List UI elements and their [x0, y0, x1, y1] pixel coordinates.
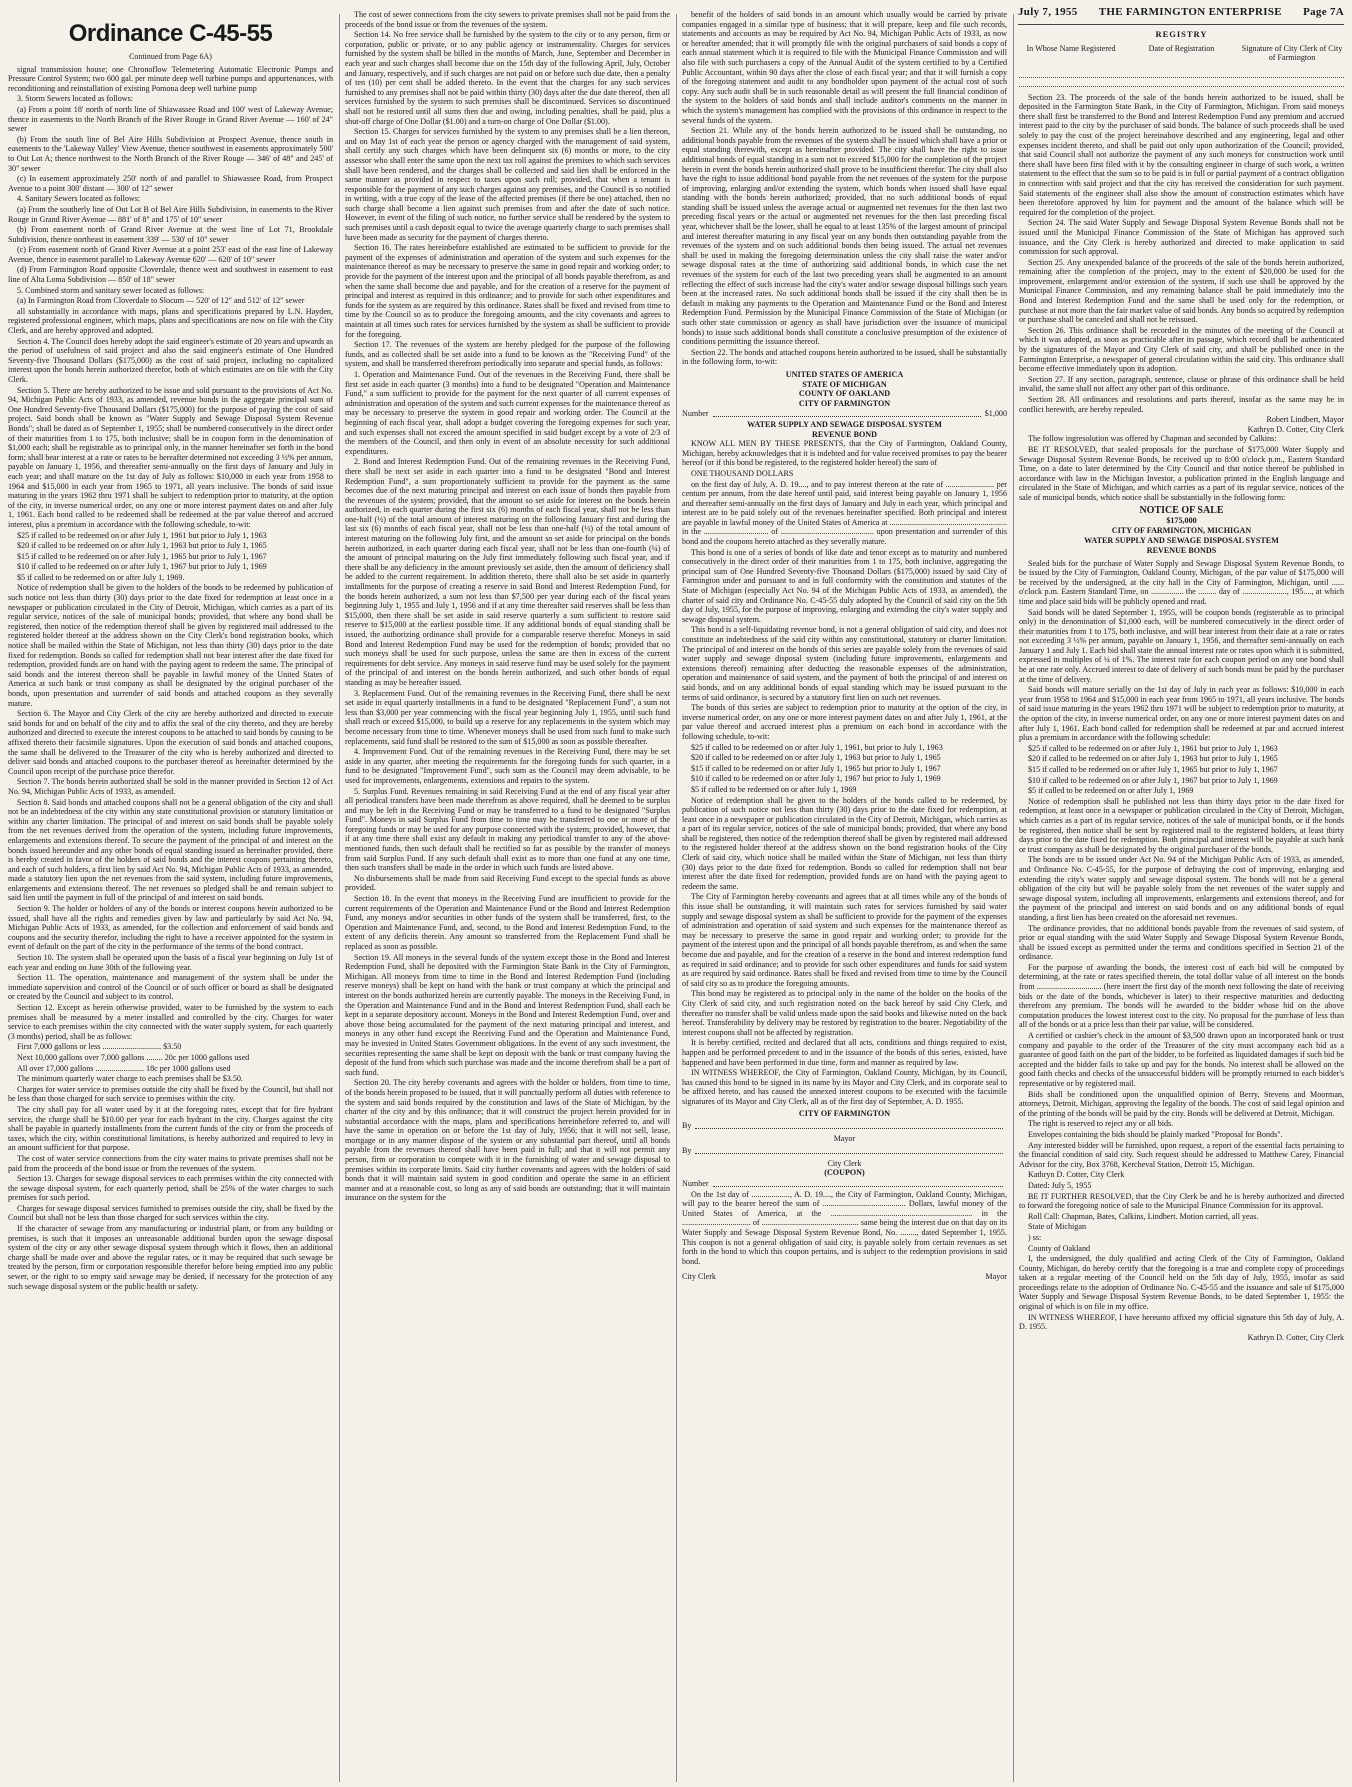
bond-heading-line: CITY OF FARMINGTON	[798, 398, 891, 408]
paragraph: The cost of sewer connections from the city sewers to private premises shall not be paid from the proceeds of the bond issue or from the revenues of the system.	[345, 10, 670, 29]
paragraph: Section 16. The rates hereinbefore established are estimated to be sufficient to provide for the payment of the expenses of administration and operation of the system and such expenses for the maintenance thereof as may be necessary to preserve the same in good repair and working order; to provide for the payment of the interest upon and the principal of all bonds payable therefrom, as and when the same shall become due and payable, and for the creation of a reserve for the payment of principal and interest as required in this ordinance; and to provide for such other expenditures and funds for the system as are required by this ordinance. Rates shall be fixed and revised from time to time by the Council so as to produce the foregoing amounts, and the city covenants and agrees to maintain at all times such rates for services furnished by the system as shall be sufficient to provide for the foregoing.	[345, 243, 670, 339]
paragraph: Any interested bidder will be furnished, upon request, a report of the essential facts pertaining to the financial condition of said city. Such request should be addressed to Matthew Carey, Financial Advisor for the city, Box 3768, Kercheval Station, Detroit 15, Michigan.	[1019, 1140, 1344, 1169]
paragraph: Charges for sewage disposal services furnished to premises outside the city, shall be fixed by the Council but shall not be less than those charged for such services within the city.	[8, 1203, 333, 1223]
paragraph: All over 17,000 gallons ........................ 18c per 1000 gallons used	[17, 1063, 231, 1073]
paragraph: (a) In Farmington Road from Cloverdale to Slocum — 520' of 12" and 512' of 12" sewer	[17, 296, 305, 306]
paragraph: First 7,000 gallons or less ............................. $3.50	[17, 1042, 182, 1052]
paragraph: Notice of redemption shall be given to the holders of the bonds to be redeemed by publication of such notice not less than thirty (30) days prior to the date fixed for redemption at least once in a newspaper or publication circulated in the City of Detroit, Michigan, which carries as a part of its regular service, notices of the sale of municipal bonds; provided, that where any bond shall be registered, then notice of the redemption thereof shall be given by registered mail addressed to the registered holder thereof at the address shown on the City Clerk's bond registration books, which notice shall be mailed within the State of Michigan, not less than thirty (30) days prior to the date fixed for redemption. Bonds so called for redemption shall not bear interest after the date fixed for redemption, provided funds are on hand with the paying agent to redeem the same. The principal of said bonds and the interest thereon shall be payable in lawful money of the United States of America at such bank or trust company as shall be designated by the original purchaser of the bonds, upon presentation and surrender of said bonds and attached coupons as they severally mature.	[8, 583, 333, 708]
paragraph: benefit of the holders of said bonds in an amount which usually would be carried by private companies engaged in a similar type of business; that it will prepare, keep and file such records, statements and accounts as may be required by Act No. 94, Michigan Public Acts of 1933, as now or hereafter amended; that it will promptly file with the original purchasers of said bonds a copy of each annual statement which it is required to file with the Municipal Finance Commission and will also file with such purchasers a copy of the Annual Audit of the system certified to by a Certified Public Accountant, within 90 days after the close of each fiscal year; and that it will furnish a copy of the foregoing statement and audit to any bondholder upon payment of the actual cost of such copy. Any such audit shall be in such reasonable detail as will present the full financial condition of the system to the holders of said bonds and shall include auditor's comments on the manner in which the system's management has complied with the provisions of this ordinance in respect to the several funds of the system.	[682, 10, 1007, 125]
paragraph: (b) From easement north of Grand River Avenue at the west line of Lot 71, Brookdale Subdivision, thence northeast in easement 339' — 530' of 10" sewer	[8, 225, 333, 244]
paragraph: The right is reserved to reject any or all bids.	[1028, 1119, 1174, 1129]
coupon-label: (COUPON)	[824, 1168, 865, 1178]
column-3	[682, 10, 1007, 1778]
paragraph: (c) In easement approximately 250' north of and parallel to Shiawassee Road, from Prospect Avenue to a point 300' distant — 300' of 12" sewer	[8, 174, 333, 193]
paragraph: Next 10,000 gallons over 7,000 gallons ........ 20c per 1000 gallons used	[17, 1052, 250, 1062]
paragraph: BE IT FURTHER RESOLVED, that the City Clerk be and he is hereby authorized and directed to forward the foregoing notice of sale to the Municipal Finance Commission for its approval.	[1019, 1191, 1344, 1211]
paragraph: Notice of redemption shall be given to the holders of the bonds called to be redeemed, by publication of such notice not less than thirty (30) days prior to the date fixed for redemption, at least once in a newspaper or publication circulated in the City of Detroit, Michigan, which carries as a part of its regular service, notices of the sale of municipal bonds; provided, that where any bond shall be registered, then notice of the redemption thereof shall be given by registered mail addressed to the registered holder thereof at the address shown on the bond registration books of the City Clerk of said city, which notice shall be mailed within the State of Michigan, not less than thirty (30) days prior to the date fixed for redemption. Bonds so called for redemption shall not bear interest after the date fixed for redemption, provided funds are on hand with the paying agent to redeem the same.	[682, 795, 1007, 891]
column-4	[1019, 30, 1344, 1778]
paragraph: Section 21. While any of the bonds herein authorized to be issued shall be outstanding, no additional bonds payable from the revenues of the system shall be issued which shall have a prior or equal standing therewith, except as hereinafter provided. The city shall have the right to issue additional bonds of equal standing in a sum not to exceed $15,000 for the completion of the project herein in event the bonds herein authorized shall prove to be insufficient therefor. The city shall also have the right to issue additional bond payable from the net revenues of the system for the purpose of improving, enlarging and/or extending the system, which bonds when issued shall have equal standing with the bonds herein authorized; provided, that no such additional bonds of equal standing shall be issued unless the average actual or augmented net revenues for the then last two preceding fiscal years or the actual or augmented net revenues for the then last preceding fiscal year, whichever shall be the lower, shall be equal to at least 135% of the largest amount of principal and interest thereafter maturing in any fiscal year on any bonds then outstanding payable from the revenues of the system and on such additional bonds then being issued. The actual net revenues shall be used in making the foregoing determination unless the city shall raise the water and/or sewage disposal rates at the time of authorizing said additional bonds, in which case the net revenues of the system for each of the last two preceding years shall be augmented to an amount reflecting the effect of such increase had the city's water and/or sewage disposal billings such years been at the increased rates. No such additional bonds shall be issued if the city shall then be in default in making any payments to the Operation and Maintenance Fund or the Bond and Interest Redemption Fund. Permission by the Municipal Finance Commission of the State of Michigan (or such other state commission or agency as shall have jurisdiction over the issuance of municipal bonds) to issue such additional bonds shall constitute a conclusive presumption of the existence of conditions permitting the issuance thereof.	[682, 126, 1007, 347]
paragraph: Section 25. Any unexpended balance of the proceeds of the sale of the bonds herein authorized, remaining after the completion of the project, may to the extent of $20,000 be used for the improvement, enlargement and/or extension of the system, if such use shall be approved by the Municipal Finance Commission, and any remaining balance shall be paid immediately into the Bond and Interest Redemption Fund and the same shall be used only for the redemption, or purchase at not more than the fair market value of said bonds. Any bonds so acquired by redemption or purchase shall be canceled and shall not be reissued.	[1019, 257, 1344, 325]
column-4-body-c	[1019, 559, 1344, 1332]
paragraph: If the character of sewage from any manufacturing or industrial plant, or from any building or premises, is such that it imposes an unreasonable additional burden upon the sewage disposal system of the city or any other sewage disposal system through which it flows, then an additional charge shall be made over and above the regular rates, or it may be required that such sewage be treated by the person, firm or corporation responsible therefor before being emptied into any public sewer, or the right to so empty said sewage may be denied, if necessary for the protection of any such sewage disposal system or the public health or safety.	[8, 1224, 333, 1291]
paragraph: (b) From the south line of Bel Aire Hills Subdivision at Prospect Avenue, thence south in easements to the 'Lakeway Valley' View Avenue, thence southwest in easements approximately 500' to Out Lot A; thence northwest to the North Branch of the River Rouge — 346' of 48" and 245' of 30" sewer	[8, 134, 333, 173]
bond-number-line	[682, 409, 1007, 419]
paragraph: $5 if called to be redeemed on or after July 1, 1969	[1028, 786, 1194, 796]
bond-signature-mayor	[682, 1121, 1007, 1131]
coupon-number-line	[682, 1179, 1007, 1189]
bond-heading-line: STATE OF MICHIGAN	[802, 379, 887, 389]
registry-rows	[1019, 69, 1344, 87]
column-3-body-b	[682, 439, 1007, 1106]
registry-header	[1019, 44, 1344, 63]
paragraph: on the first day of July, A. D. 19...., and to pay interest thereon at the rate of ........................ per centum per annum, from the date hereof until paid, said interest being payable on January 1, 1956 and thereafter semi-annually on the first days of January and July in each year, which principal and interest are to be paid solely out of the revenues hereinafter specified. Both principal and interest are payable in lawful money of the United States of America at .......................................................... in the ................................ of .............................................. upon presentation and surrender of this bond and the coupons hereto attached as they severally mature.	[682, 479, 1007, 547]
paragraph: Section 7. The bonds herein authorized shall be sold in the manner provided in Section 12 of Act No. 94, Michigan Public Acts of 1933, as amended.	[8, 777, 333, 796]
paragraph: Section 11. The operation, maintenance and management of the system shall be under the immediate supervision and control of the Council or of such officer or board as shall be designated or created by the Council and subject to its control.	[8, 973, 333, 1002]
paragraph: Section 5. There are hereby authorized to be issue and sold pursuant to the provisions of Act No. 94, Michigan Public Acts of 1933, as amended, revenue bonds in the aggregate principal sum of One Hundred Seventy-five Thousand Dollars ($175,000) for the purpose of paying the cost of said project. Said bonds shall be known as "Water Supply and Sewage Disposal System Revenue Bonds"; shall be dated as of September 1, 1955; shall be numbered consecutively in the direct order of their maturities from 1 to 175, both inclusive; shall be in coupon form in the denomination of $1,000 each; shall be registrable as to principal only, in the manner hereinafter set forth in the bond form; shall bear interest at a rate or rates to be hereafter determined not exceeding 3 ½% per annum, payable on January 1, 1956, and thereafter semi-annually on the first days of January and July in each year; and shall mature on the 1st day of July as follows: $10,000 in each year from 1958 to 1964 and $15,000 in each year from 1965 to 1971, all years inclusive. The bonds of said issue maturing in the years 1962 thru 1971 shall be subject to redemption prior to maturity, at the option of the city, in inverse numerical order, on any one or more interest payment dates on and after July 1, 1961. Each bond called to be redeemed shall be redeemed at the par value thereof and accrued interest, plus a premium in accordance with the following schedule, to-wit:	[8, 385, 333, 529]
running-head-paper: THE FARMINGTON ENTERPRISE	[1098, 6, 1282, 18]
paragraph: Said bonds will be dated September 1, 1955, will be coupon bonds (registerable as to principal only) in the denomination of $1,000 each, will be numbered consecutively in the direct order of their maturities from 1 to 175, both inclusive, and will bear interest from their date at a rate or rates not exceeding 3 ½% per annum, payable on January 1, 1956, and thereafter semi-annually on each January 1 and July 1. Each bid shall state the annual interest rate or rates upon which it is submitted, expressed in multiples of ¼ of 1%. The interest rate for each coupon period on any one bond shall be at one rate only. Accrued interest to date of delivery of such bonds must be paid by the purchaser at the time of delivery.	[1019, 607, 1344, 684]
paragraph: all substantially in accordance with maps, plans and specifications prepared by L.N. Hayden, registered professional engineer, which maps, plans and specifications are now on file with the City Clerk, and are hereby approved and adopted.	[8, 306, 333, 336]
paragraph: Roll Call: Chapman, Bates, Calkins, Lindbert. Motion carried, all yeas.	[1028, 1211, 1259, 1221]
paragraph: The city shall pay for all water used by it at the foregoing rates, except that for fire hydrant service, the charge shall be $10.00 per year for each hydrant in the city. Charges against the city shall be payable in quarterly installments from the current funds of the city or from the proceeds of taxes, which the city, within constitutional limitations, is hereby authorized and required to levy in an amount sufficient for that purpose.	[8, 1104, 333, 1153]
sig-blank	[695, 1121, 1003, 1129]
paragraph: Section 27. If any section, paragraph, sentence, clause or phrase of this ordinance shall be held invalid, the same shall not affect any other part of this ordinance.	[1019, 374, 1344, 394]
paragraph: $20 if called to be redeemed on or after July 1, 1963 but prior to July 1, 1965	[691, 753, 941, 763]
paragraph: $15 if called to be redeemed on or after July 1, 1965 but prior to July 1, 1967	[691, 763, 941, 773]
notice-rev: REVENUE BONDS	[1146, 545, 1217, 555]
notice-heading	[1019, 506, 1344, 556]
paragraph: signal transmission house; one Chronoflow Telemetering Automatic Electronic Pumps and Pressure Control System; two 600 gal. per minute deep well turbine pumps and appurtenances, with reconditioning and reinstallation of existing Pomona deep well turbine pump	[8, 64, 333, 93]
column-1	[8, 10, 333, 1778]
paragraph: ONE THOUSAND DOLLARS	[691, 468, 794, 478]
paragraph: 5. Combined storm and sanitary sewer located as follows:	[17, 285, 205, 295]
column-2-body	[345, 10, 670, 1203]
paragraph: BE IT RESOLVED, that sealed proposals for the purchase of $175,000 Water Supply and Sewage Disposal System Revenue Bonds, be received up to 8:00 o'clock p.m., Eastern Standard Time, on a date to later determined by the City Council and that notice thereof be published in accordance with law in the Michigan Investor, a publication printed in the English language and circulated in the State of Michigan, and which carries as a part of its regular service, notices of the sale of municipal bonds, which notice shall be substantially in the following form:	[1019, 444, 1344, 502]
ordinance-title: Ordinance C-45-55	[68, 20, 273, 47]
column-2	[345, 10, 670, 1778]
paragraph: No disbursements shall be made from said Receiving Fund except to the special funds as above provided.	[345, 873, 670, 893]
paragraph: The follow ingresolution was offered by Chapman and seconded by Calkins:	[1028, 434, 1277, 444]
paragraph: IN WITNESS WHEREOF, the City of Farmington, Oakland County, Michigan, by its Council, has caused this bond to be signed in its name by its Mayor and City Clerk, and its corporate seal to be affixed hereto, and has caused the annexed interest coupons to be executed with the facsimile signatures of its Mayor and City Clerk, all as of the first day of September, A. D. 1955.	[682, 1068, 1007, 1106]
paragraph: $15 if called to be redeemed on or after July 1, 1965 but prior to July 1, 1967	[17, 551, 267, 561]
paragraph: Section 13. Charges for sewage disposal services to each premises within the city connected with the sewage disposal system, for each quarterly period, shall be 25% of the water charges to such premises for such period.	[8, 1174, 333, 1203]
paragraph: $25 if called to be redeemed on or after July 1, 1961 but prior to July 1, 1963	[1028, 743, 1278, 753]
paragraph: Section 9. The holder or holders of any of the bonds or interest coupons herein authorized to be issued, shall have all the rights and remedies given by law and particularly by said Act No. 94, Michigan Public Acts of 1933, as amended, for the collection and enforcement of said bonds and coupons and the security therefor, including the right to have a receiver appointed for the system in event of default on the part of the city in the performance of the terms of the bond contract.	[8, 904, 333, 952]
paragraph: (c) From easement north of Grand River Avenue at a point 253' east of the east line of Lakeway Avenue, thence in easement parallel to Lakeway Avenue 620' — 620' of 10" sewer	[8, 245, 333, 264]
paragraph: A certified or cashier's check in the amount of $3,500 drawn upon an incorporated bank or trust company and payable to the order of the Treasurer of the city must accompany each bid as a guarantee of good faith on the part of the bidder, to be forfeited as liquidated damages if such bid be accepted and the bidder fails to take up and pay for the bonds. No interest shall be allowed on the good faith checks and checks of the unsuccessful bidders will be promptly returned to each bidder's representative or by registered mail.	[1019, 1031, 1344, 1088]
bond-heading-line: COUNTY OF OAKLAND	[798, 389, 891, 399]
final-signature: Kathryn D. Cotter, City Clerk	[1247, 1332, 1344, 1342]
paragraph: $5 if called to be redeemed on or after July 1, 1969.	[17, 572, 185, 582]
bond-number-blank	[713, 409, 981, 417]
paragraph: Dated: July 5, 1955	[1028, 1180, 1092, 1190]
notice-city: CITY OF FARMINGTON, MICHIGAN	[1111, 525, 1252, 535]
paragraph: Section 18. In the event that moneys in the Receiving Fund are insufficient to provide for the current requirements of the Operation and Maintenance Fund or the Bond and Interest Redemption Fund, any moneys and/or securities in other funds of the system shall be transferred, first, to the Operation and Maintenance Fund, and, second, to the Bond and Interest Redemption Fund, to the extent of any deficits therein. Any amount so transferred from the Replacement Fund shall be replaced as soon as possible.	[345, 894, 670, 951]
paragraph: Section 24. The said Water Supply and Sewage Disposal System Revenue Bonds shall not be issued until the Municipal Finance Commission of the State of Michigan has approved such issuance, and the City Clerk is hereby authorized and directed to make application to said commission for such approval.	[1019, 218, 1344, 257]
paragraph: Envelopes containing the bids should be plainly marked "Proposal for Bonds".	[1028, 1129, 1283, 1139]
newspaper-page	[8, 6, 1344, 1781]
signature-clerk: Kathryn D. Cotter, City Clerk	[1247, 424, 1344, 434]
paragraph: ) ss:	[1028, 1232, 1042, 1242]
paragraph: Section 12. Except as herein otherwise provided, water to be furnished by the system to each premises shall be measured by a meter installed and controlled by the city. Charges for water service to each premises within the city connected with the water supply system, for each quarterly (3 months) period, shall be as follows:	[8, 1003, 333, 1041]
paragraph: $5 if called to be redeemed on or after July 1, 1969	[691, 784, 857, 794]
column-4-body-a	[1019, 93, 1344, 415]
paragraph: Kathryn D. Cotter, City Clerk	[1028, 1170, 1125, 1180]
paragraph: The bonds of this series are subject to redemption prior to maturity at the option of the city, in inverse numerical order, on any one or more interest payment dates on and after July 1, 1961, at the par value thereof and accrued interest plus a premium on each bond in accordance with the following schedule, to-wit:	[682, 703, 1007, 741]
coupon-sig-clerk: City Clerk	[682, 1272, 716, 1282]
running-head-page: Page 7A	[1303, 6, 1344, 18]
paragraph: (d) From Farmington Road opposite Cloverdale, thence west and southwest in easement to east line of Alta Loma Subdivision — 850' of 18" sewer	[8, 265, 333, 285]
sig-blank	[695, 1146, 1003, 1154]
paragraph: It is hereby certified, recited and declared that all acts, conditions and things required to exist, happen and be performed precedent to and in the issuance of the bonds of this series, existed, have happened and have been performed in due time, form and manner as required by law.	[682, 1038, 1007, 1067]
bond-heading-line: UNITED STATES OF AMERICA	[785, 369, 904, 379]
notice-amount: $175,000	[1166, 515, 1197, 525]
paragraph: I, the undersigned, the duly qualified and acting Clerk of the City of Farmington, Oakland County, Michigan, do hereby certify that the foregoing is a true and complete copy of proceedings taken at a regular meeting of the Council held on the 5th day of July, 1955, insofar as said proceedings relate to the adoption of Ordinance No. C-45-55 and the issuance and sale of $175,000 Water Supply and Sewage Disposal System Revenue Bonds, to be dated September 1, 1955: the original of which is on file in my office.	[1019, 1254, 1344, 1312]
paragraph: Section 10. The system shall be operated upon the basis of a fiscal year beginning on July 1st of each year and ending on June 30th of the following year.	[8, 953, 333, 972]
paragraph: 4. Sanitary Sewers located as follows:	[17, 194, 141, 204]
signature-mayor: Robert Lindbert, Mayor	[1266, 415, 1344, 425]
column-3-body-a	[682, 10, 1007, 367]
coupon-number-label: Number	[682, 1179, 709, 1189]
paragraph: 1. Operation and Maintenance Fund. Out of the revenues in the Receiving Fund, there shall be first set aside in each quarter (3 months) into a fund to be designated "Operation and Maintenance Fund," a sum sufficient to provide for the payment for the next quarter of all current expenses of administration and operation of the system and such current expenses for the maintenance thereof as may be necessary to preserve the system in good repair and working order. The Council at the beginning of each fiscal year, shall adopt a budget covering the foregoing expenses for such year, and such expenses shall not exceed the amount specified in said budget except by a vote of 2/3 of the members of the Council, and then only in event of an absolute necessity for such additional expenditures.	[345, 369, 670, 456]
registry-col-signature: Signature of City Clerk of City of Farmington	[1241, 43, 1343, 63]
paragraph: County of Oakland	[1028, 1243, 1091, 1253]
paragraph: The ordinance provides, that no additional bonds payable from the revenues of said system, of prior or equal standing with the said Water Supply and Sewage Disposal System Revenue Bonds, shall be issued except as permitted under the terms and conditions specified in Section 21 of the ordinance.	[1019, 923, 1344, 962]
bond-heading	[682, 370, 1007, 408]
paragraph: This bond is one of a series of bonds of like date and tenor except as to maturity and numbered consecutively in the direct order of their maturities from 1 to 175, both inclusive, aggregating the principal sum of One Hundred Seventy-five Thousand Dollars ($175,000) issued by said City of Farmington under and pursuant to and in full conformity with the constitution and statutes of the State of Michigan (especially Act No. 94 of the Michigan Public Acts of 1933, as amended), the charter of said city and Ordinance No. C-45-55 duly adopted by the Council of said city on the 5th day of July, 1955, for the purpose of improving, enlarging and extending the city's water supply and sewage disposal system.	[682, 547, 1007, 624]
paragraph: This bond may be registered as to principal only in the name of the holder on the books of the City Clerk of said city, and such registration noted on the back hereof by said City Clerk, and thereafter no transfer shall be valid unless made upon the said books and likewise noted on the back hereof. Transferability by delivery may be restored by registration to the bearer. Negotiability of the interest coupons shall not be affected by registration.	[682, 989, 1007, 1037]
paragraph: Section 22. The bonds and attached coupons herein authorized to be issued, shall be substantially in the following form, to-wit:	[682, 347, 1007, 367]
paragraph: 2. Bond and Interest Redemption Fund. Out of the remaining revenues in the Receiving Fund, there shall be next set aside in each quarter into a fund to be designated "Bond and Interest Redemption Fund", a sum proportionately sufficient to provide for the payment as the same becomes due of the next maturing principal and interest on each issue of bonds then payable from the revenues of the system; provided, that the amount so set aside for interest on the bonds herein authorized, in each quarter during the first six (6) months of each fiscal year, shall not be less than one-half (½) of the total amount of interest maturing on the following January first and during the last six (6) months of each fiscal year, shall not be less than one-half (½) of the total amount of interest maturing on the following July first, and the amount so set aside for principal on the bonds herein authorized, in each quarter during each fiscal year, shall not be less than one-fourth (¼) of the amount of principal maturing on the July first immediately following such fiscal year, and if there shall be any deficiency in the amount previously set aside, then the amount of deficiency shall be added to the current requirement. In addition thereto, there shall also be set aside in quarterly installments for the purpose of creating a reserve in said Bond and Interest Redemption Fund, for the bonds herein authorized, a sum not less than $7,500 per year during each of the fiscal years beginning July 1, 1955 and July 1, 1956 and if at any time thereafter said reserves shall be less than $15,000, then there shall be set aside in said reserve quarterly a sum sufficient to restore said reserve to $15,000 at the earliest possible time. If any additional bonds of equal standing shall be issued, the authorizing ordinance shall provide for a comparable reserve therefor. Moneys in said Bond and Interest Redemption Fund may be used for the redemption of bonds; provided that no such moneys shall be used for such purpose, unless the same are then in excess of the current requirements for debt service. Any moneys in said reserve fund may be used solely for the payment of the principal of and interest on the bonds herein authorized, and such other bonds of equal standing as may be hereafter issued.	[345, 457, 670, 687]
paragraph: Section 15. Charges for services furnished by the system to any premises shall be a lien thereon, and on May 1st of each year the person or agency charged with the management of said system, shall certify any such charges which have been delinquent six (6) months or more, to the city assessor who shall enter the same upon the next tax roll against the premises to which such services shall have been rendered, and the charges shall be collected and said lien shall be enforced in the same manner as provided in respect to taxes upon such roll; provided, that when a tenant is responsible for the payment of any such charges against any premises, and the Council is so notified in writing, with a true copy of the lease of the affected premises (if there be one) attached, then no such charge shall become a lien against such premises from and after the date of such notice. However, in event of the filing of such notice, no further service shall be rendered by the system to such premises until a cash deposit equal to twice the average quarterly charge to such premises shall have been made as security for the payment of charges thereto.	[345, 127, 670, 242]
column-1-body	[8, 65, 333, 1292]
paragraph: Section 17. The revenues of the system are hereby pledged for the purpose of the following funds, and as collected shall be set aside into a fund to be known as the "Receiving Fund" of the system, and shall be transferred therefrom periodically into separate and special funds, as follows:	[345, 340, 670, 369]
paragraph: Section 19. All moneys in the several funds of the system except those in the Bond and Interest Redemption Fund, shall be deposited with the Farmington State Bank in the City of Farmington, Michigan. All moneys from time to time in the Bond and Interest Redemption Fund (including reserve moneys) shall be kept on hand with the bank or trust company at which the principal and interest on the bonds authorized herein are currently payable. The moneys in the Receiving Fund, in the Operation and Maintenance Fund and in the Bond and Interest Redemption Fund, shall each be kept in a separate depository account. Moneys in the Bond and Interest Redemption Fund, over and above those being accumulated for the payment of the next maturing principal and interest, and moneys in any other fund except the Receiving Fund and the Operation and Maintenance Fund, may be invested in United States Government obligations. In the event of any such investment, the securities representing the same shall be kept on deposit with the bank or trust company having the deposit of the fund from which such purchase was made and the income therefrom shall be a part of such fund.	[345, 952, 670, 1077]
paragraph: Charges for water service to premises outside the city shall be fixed by the Council, but shall not be less than those charged for such service to premises within the city.	[8, 1084, 333, 1104]
paragraph: Bids shall be conditioned upon the unqualified opinion of Berry, Stevens and Moorman, attorneys, Detroit, Michigan, approving the legality of the bonds. The cost of said legal opinion and of the printing of the bonds will be paid by the city. Bonds will be delivered at Detroit, Michigan.	[1019, 1089, 1344, 1118]
paragraph: 3. Storm Sewers located as follows:	[17, 94, 133, 104]
sig-by-label: By	[682, 1121, 692, 1131]
paragraph: Section 26. This ordinance shall be recorded in the minutes of the meeting of the Council at which it was adopted, as soon as practicable after its passage, which record shall be authenticated by the signatures of the Mayor and City Clerk of said city, and shall be published once in the Farmington Enterprise, a newspaper of general circulation within the said city. This ordinance shall become effective immediately upon its adoption.	[1019, 325, 1344, 374]
paragraph: The minimum quarterly water charge to each premises shall be $3.50.	[17, 1074, 243, 1084]
paragraph: Section 20. The city hereby covenants and agrees with the holder or holders, from time to time, of the bonds herein proposed to be issued, that it will punctually perform all duties with reference to the system and said bonds required by the constitution and laws of the State of Michigan, by the charter of the city and by this ordinance; that it will construct the project herein provided for in substantial accordance with the maps, plans and specifications hereinbefore referred to, and will have the same in operation on or before the 1st day of July, 1956; that it will not sell, lease, mortgage or in any manner dispose of the system or any substantial part thereof, until all bonds payable from the revenues thereof shall have been paid in full; and that it will not permit any person, firm or corporation to compete with it in the furnishing of water and sewage disposal to premises within its corporate limits. Said city further covenants and agrees with the holders of said bonds that it will maintain said system in good condition and operate the same in an efficient manner and at a reasonable cost, so long as any of said bonds are outstanding; that it will maintain insurance on the system for the	[345, 1078, 670, 1203]
column-rule	[1013, 14, 1014, 1782]
paragraph: Section 23. The proceeds of the sale of the bonds herein authorized to be issued, shall be deposited in the Farmington State Bank, in the City of Farmington, Michigan. From said moneys there shall first be transferred to the Bond and Interest Redemption Fund any premium and accrued interest paid to the city by the purchaser of said bonds. The balance of such proceeds shall be used solely to pay the cost of the project hereinabove described and any engineering, legal and other expenses incident thereto, and shall be paid out only upon authorization of the Council; provided, that said Council shall not authorize the payment of any such moneys for construction work until there shall have been first filed with it by the consulting engineer in charge of such work, a written statement to the effect that the sum so to be paid is in full or partial payment of a contract obligation in connection with said project and that the city has received the consideration for such payment. Said statements of the engineer shall also show the amount of construction estimates which have been theretofore approved by him for payment and the amount of the balance which will be required for the completion of the project.	[1019, 92, 1344, 217]
sig-by-label: By	[682, 1146, 692, 1156]
registry-title: REGISTRY	[1155, 30, 1208, 39]
paragraph: This bond is a self-liquidating revenue bond, is not a general obligation of said city, and does not constitute an indebtedness of the said city within any constitutional, statutory or charter limitation. The principal of and interest on the bonds of this series are payable solely from the revenues of said water supply and sewage disposal system (including future improvements, enlargements and extensions thereof) remaining after deducting the reasonable expenses of the administration, operation and maintenance of said system, and the payment of both the principal of and interest on said bonds, and on any additional bonds of equal standing which may be issued pursuant to the terms of said ordinance, is secured by a statutory first lien on such net revenues.	[682, 625, 1007, 702]
registry-col-name: In Whose Name Registered	[1026, 43, 1116, 53]
paragraph: State of Michigan	[1028, 1222, 1086, 1232]
paragraph: KNOW ALL MEN BY THESE PRESENTS, that the City of Farmington, Oakland County, Michigan, hereby acknowledges that it is indebted and for value received promises to pay the bearer hereof (or if this bond be registered, to the registered holder hereof) the sum of	[682, 439, 1007, 468]
paragraph: $20 if called to be redeemed on or after July 1, 1963 but prior to July 1, 1965	[1028, 754, 1278, 764]
column-4-body-b	[1019, 434, 1344, 502]
bond-signature-clerk	[682, 1146, 1007, 1156]
bond-city: CITY OF FARMINGTON	[798, 1108, 891, 1118]
sig-mayor-label: Mayor	[833, 1133, 856, 1143]
notice-title: NOTICE OF SALE	[1139, 504, 1224, 516]
paragraph: $15 if called to be redeemed on or after July 1, 1965 but prior to July 1, 1967	[1028, 765, 1278, 774]
paragraph: The City of Farmington hereby covenants and agrees that at all times while any of the bonds of this issue shall be outstanding, it will maintain such rates for services furnished by said water supply and sewage disposal system as shall be sufficient to provide for the payment of the expenses of administration and operation of said system and such expenses for the maintenance thereof as may be necessary to preserve the same in good repair and working order; to provide for the payment of the interest upon and the principal of all bonds payable therefrom, as and when the same become due and payable, and for the creation of a reserve in the bond and interest redemption fund as required in said ordinance; and to provide for such other expenditures and funds for said system as are required by said ordinance. Rates shall be fixed and revised from time to time by the Council of said city so as to produce the foregoing amounts.	[682, 892, 1007, 988]
registry-col-date: Date of Registration	[1148, 43, 1215, 53]
paragraph: Sealed bids for the purchase of Water Supply and Sewage Disposal System Revenue Bonds, to be issued by the City of Farmington, Oakland County, Michigan, of the par value of $175,000 will be received by the undersigned, at the city hall in the City of Farmington, Michigan, until ...... o'clock p.m. Eastern Standard Time, on ................ the ......... day of ......................, 195...., at which time and place said bids will be publicly opened and read.	[1019, 558, 1344, 606]
paragraph: IN WITNESS WHEREOF, I have hereunto affixed my official signature this 5th day of July, A. D. 1955.	[1019, 1312, 1344, 1332]
columns	[8, 10, 1344, 1778]
sig-clerk-label: City Clerk	[827, 1158, 862, 1168]
column-rule	[339, 14, 340, 1782]
paragraph: $25 if called to be redeemed on or after July 1, 1961, but prior to July 1, 1963	[691, 742, 943, 752]
notice-system: WATER SUPPLY AND SEWAGE DISPOSAL SYSTEM	[1084, 535, 1279, 545]
paragraph: Said bonds will mature serially on the 1st day of July in each year as follows: $10,000 in each year from 1958 to 1964 and $15,000 in each year from 1965 to 1971, all years inclusive. The bonds of said issue maturing in the years 1962 thru 1971 will be subject to redemption prior to maturity, at the option of the city, in inverse numerical order, on any one or more interest payment dates on and after July 1, 1961. Each bond called for redemption shall be redeemed at par and accrued interest plus a premium in accordance with the following schedule:	[1019, 685, 1344, 743]
paragraph: $10 if called to be redeemed on or after July 1, 1967 but prior to July 1, 1969	[17, 562, 267, 572]
paragraph: 4. Improvement Fund. Out of the remaining revenues in the Receiving Fund, there may be set aside in any quarter, after meeting the requirements for the foregoing funds for such quarter, in a fund to be designated "Improvement Fund", such sum as the Council may deem advisable, to be used for improvements, enlargements, extensions and repairs to the system.	[345, 747, 670, 785]
paragraph: $10 if called to be redeemed on or after July 1, 1967 but prior to July 1, 1969	[1028, 775, 1278, 785]
running-head-date: July 7, 1955	[1018, 6, 1078, 18]
paragraph: Notice of redemption shall be published not less than thirty days prior to the date fixed for redemption, at least once in a newspaper or publication circulated in the City of Detroit, Michigan, which carries as a part of its regular service, notices of the sale of municipal bonds, or if the bonds be registered, then notice shall be sent by registered mail to the registered holders, at least thirty days prior to the date fixed for redemption. Both principal and interest will be payable at such bank or trust company as shall be designated by the original purchaser of the bonds.	[1019, 796, 1344, 854]
paragraph: The bonds are to be issued under Act No. 94 of the Michigan Public Acts of 1933, as amended, and Ordinance No. C-45-55, for the purpose of defraying the cost of improving, enlarging and extending the city's water supply and sewage disposal system. The bonds will not be a general obligation of the city but will be payable solely from the net revenues of the water supply and sewage disposal system, including all improvements, enlargements and extensions thereof, and for the payment of the principal and interest on said bonds and on any additional bonds of equal standing, a first lien has been created on the aforesaid net revenues.	[1019, 855, 1344, 922]
paragraph: 3. Replacement Fund. Out of the remaining revenues in the Receiving Fund, there shall be next set aside in equal quarterly installments in a fund to be designated "Replacement Fund", a sum not less than $3,000 per year commencing with the fiscal year beginning July 1, 1955, until such fund shall reach or exceed $15,000, to build up a reserve for any replacements in the system which may become necessary from time to time. Whenever moneys shall be used from such fund to make such replacements, said fund shall be restored to the sum of $15,000 as soon as possible thereafter.	[345, 688, 670, 746]
paragraph: Section 28. All ordinances and resolutions and parts thereof, insofar as the same may be in conflict herewith, are hereby repealed.	[1019, 395, 1344, 414]
column-rule	[676, 14, 677, 1782]
coupon-number-blank	[713, 1179, 1003, 1187]
coupon-signatures	[682, 1272, 1007, 1282]
registry-row	[1019, 78, 1344, 87]
bond-subtitle: REVENUE BOND	[812, 429, 877, 439]
continued-note: Continued from Page 6A)	[129, 52, 212, 61]
coupon-sig-mayor: Mayor	[985, 1272, 1007, 1282]
paragraph: 5. Surplus Fund. Revenues remaining in said Receiving Fund at the end of any fiscal year after all periodical transfers have been made therefrom as above required, shall be deemed to be surplus and may be left in the Receiving Fund or may be transferred to a fund to be designated "Surplus Fund". Moneys in said Surplus Fund from time to time may be transferred to one or more of the foregoing funds or may be used for any purpose connected with the system; provided, however, that if at any time there shall exist any default in making any periodical transfer to any of the above-mentioned funds, then such default shall be rectified so far as possible by the transfer of moneys from said Surplus Fund. If any such default shall exist as to more than one fund at any one time, then such transfers shall be made in the order in which such funds are listed above.	[345, 786, 670, 873]
paragraph: The cost of water service connections from the city water mains to private premises shall not be paid from the proceeds of the bond issue or from the revenues of the system.	[8, 1153, 333, 1173]
paragraph: $10 if called to be redeemed on or after July 1, 1967 but prior to July 1, 1969	[691, 774, 941, 784]
paragraph: Section 6. The Mayor and City Clerk of the city are hereby authorized and directed to execute said bonds for and on behalf of the city and to affix the seal of the city thereto, and they are hereby authorized and directed to execute the interest coupons to be attached to said bonds by causing to be affixed thereto their facsimile signatures. Upon the execution of said bonds and attached coupons, the same shall be delivered to the Treasurer of the city who is hereby authorized and directed to deliver said bonds and attached coupons to the purchaser thereof as hereinafter determined by the Council upon receipt of the purchase price therefor.	[8, 709, 333, 776]
paragraph: Section 4. The Council does hereby adopt the said engineer's estimate of 20 years and upwards as the period of usefulness of said project and also the said engineer's estimate of One Hundred Seventy-five Thousand Dollars ($175,000) as the cost of said project, including no capitalized interest upon the bonds herein authorized therefor, both of which estimates are on file with the City Clerk.	[8, 336, 333, 384]
bond-number-label: Number	[682, 409, 709, 419]
paragraph: $25 if called to be redeemed on or after July 1, 1961 but prior to July 1, 1963	[17, 530, 267, 540]
coupon-text: On the 1st day of ..................., A. D. 19...., the City of Farmington, Oakland County, Michigan, will pay to the bearer hereof the sum of ......................................... Dollars, lawful money of the United States of America, at the ...................................................................... in the .................................. of ................................................ same being the interest due on that day on its Water Supply and Sewage Disposal System Revenue Bond, No. ........, dated September 1, 1955. This coupon is not a general obligation of said city, is payable solely from certain revenues as set forth in the bond to which this coupon pertains, and is subject to the redemption provisions in said bond.	[682, 1189, 1007, 1266]
bond-denomination: $1,000	[984, 409, 1007, 419]
paragraph: Section 14. No free service shall be furnished by the system to the city or to any person, firm or corporation, public or private, or to any public agency or instrumentality. Charges for services furnished by the system shall be billed in the months of March, June, September and December in each year and such charges shall become due on the 15th day of the following April, July, October and January, respectively, and if such charges are not paid on or before such due date, then a penalty of ten (10) per cent shall be added thereto. In the event that the charges for any such services furnished to any premises shall not be paid within thirty (30) days after the due date thereof, then all services furnished by the system to such premises shall be discontinued. Services so discontinued shall not be restored until all sums then due and owing, including penalties, shall be paid, plus a shut-off charge of One Dollar ($1.00) and a turn-on charge of One Dollar ($1.00).	[345, 30, 670, 126]
paragraph: Section 8. Said bonds and attached coupons shall not be a general obligation of the city and shall not be an indebtedness of the city within any state constitutional provision or statutory limitation or within any charter limitation. The principal of and interest on said bonds shall be payable solely from the net revenues derived from the operation of the system, including future improvements, enlargements and extensions thereof. To secure the payment of the principal of and interest on the bonds issued hereunder and any other bonds of equal standing issued as hereinafter provided, there is hereby created in favor of the holders of said bonds and the interest coupons pertaining thereto, and each of such holders, a first lien by said Act No. 94, Michigan Public Acts of 1933, as amended, made a statutory lien upon the net revenues from the said system, including future improvements, enlargements and extensions thereof. The net revenues so pledged shall be and remain subject to said lien until the payment in full of the principal of and interest on said bonds.	[8, 797, 333, 903]
paragraph: $20 if called to be redeemed on or after July 1, 1963 but prior to July 1, 1965	[17, 541, 267, 551]
bond-title: WATER SUPPLY AND SEWAGE DISPOSAL SYSTEM	[747, 419, 942, 429]
registry-row	[1019, 69, 1344, 78]
paragraph: For the purpose of awarding the bonds, the interest cost of each bid will be computed by determining, at the rate or rates specified therein, the total dollar value of all interest on the bonds from ................................ (here insert the first day of the month next following the date of receiving bids or the date of the bonds, whichever is later) to their respective maturities and deducting therefrom any premium. The bonds will be awarded to the bidder whose bid on the above computation produces the lowest interest cost to the city. No proposal for the purchase of less than all of the bonds or at a price less than their par value, will be considered.	[1019, 962, 1344, 1030]
paragraph: (a) From the southerly line of Out Lot B of Bel Aire Hills Subdivision, in easements to the River Rouge in Grand River Avenue — 881' of 8" and 175' of 10" sewer	[8, 204, 333, 224]
paragraph: (a) From a point 18' north of north line of Shiawassee Road and 100' west of Lakeway Avenue; thence in easements to the North Branch of the River Rouge in Grand River Avenue — 160' of 24" sewer	[8, 104, 333, 134]
